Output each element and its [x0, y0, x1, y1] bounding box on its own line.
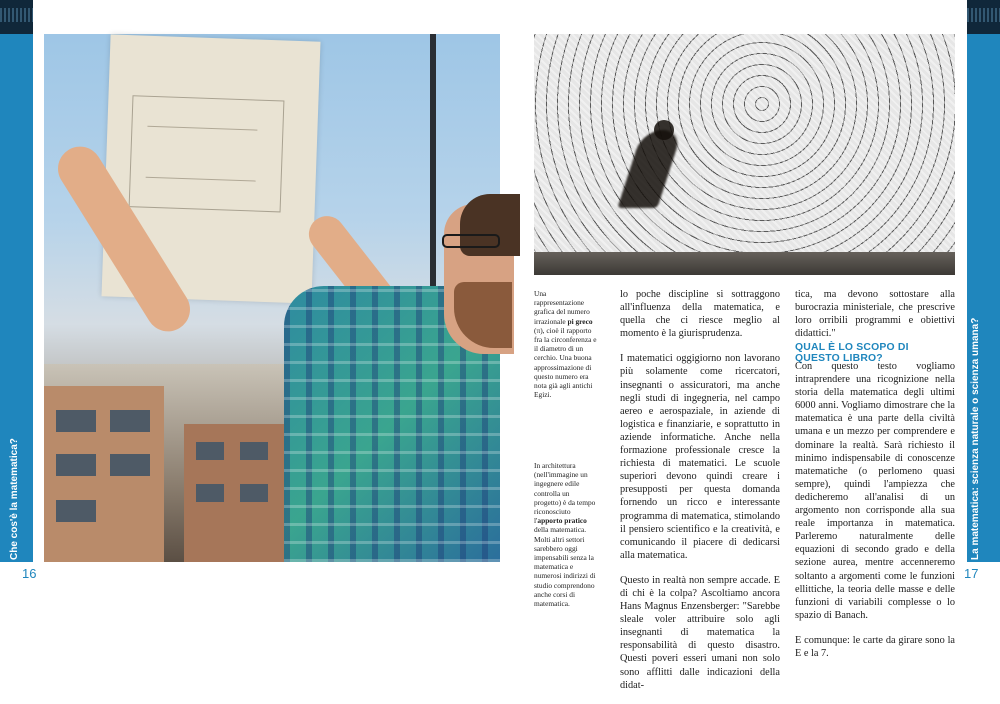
right-page-number: 17: [964, 566, 979, 581]
architect-photo: [44, 34, 500, 562]
right-running-title: La matematica: scienza naturale o scienza umana?: [970, 317, 981, 560]
section-heading: QUAL È LO SCOPO DI QUESTO LIBRO?: [795, 342, 909, 364]
pi-caption-text-end: (π), cioè il rapporto fra la circonferenza e il diametro di un cerchio. Una buona approssimazione di questo numero era nota già agli antichi Egizi.: [534, 325, 597, 400]
window: [56, 500, 96, 522]
pi-spiral-photo: [534, 34, 955, 275]
paragraph: I matematici oggigiorno non lavorano più solamente come ricercatori, insegnanti o assicuratori, ma anche negli studi di ingegneria, nel campo aereo e aerospaziale, in aziende di logistica e finanziarie, e soprattutto in aziende informatiche. Anche nella formazione professionale cresce la richiesta di matematici. Le scuole superiori devono quindi creare i presupposti per questa domanda fornendo un ricco e interessante programma di matematica, stimolando il pensiero scientifico e la creatività, e comunicando il piacere di dedicarsi alla matematica.: [620, 353, 780, 561]
window: [56, 410, 96, 432]
floor: [534, 252, 955, 275]
left-page-number: 16: [22, 566, 37, 581]
text-column-1: [620, 288, 780, 704]
paragraph: tica, ma devono sottostare alla burocrazia ministeriale, che prescrive loro orribili programmi e obiettivi didattici.": [795, 289, 955, 340]
paragraph: lo poche discipline si sottraggono all'influenza della matematica, e quella che ci riesce meglio al momento è la giurisprudenza.: [620, 289, 780, 340]
pi-caption-bold: pi greco: [567, 316, 593, 326]
window: [110, 454, 150, 476]
architecture-caption-bold: apporto pratico: [537, 516, 587, 526]
pi-digits-spiral: [534, 34, 955, 252]
window: [196, 442, 224, 460]
paragraph: E comunque: le carte da girare sono la E e la 7.: [795, 634, 955, 659]
right-band-cap: [967, 0, 1000, 34]
architecture-caption-text: In architettura (nell'immagine un ingegnere edile controlla un progetto) è da tempo riconosciuto l': [534, 461, 596, 526]
architecture-caption: [534, 461, 597, 608]
pi-caption: [534, 289, 597, 399]
window: [196, 484, 224, 502]
paragraph: Questo in realtà non sempre accade. E di chi è la colpa? Ascoltiamo ancora Hans Magnus Enzensberger: "Sarebbe sleale voler attribuire solo agli insegnanti di matematica la responsabilità di questo disastro. Questi poveri esseri umani non solo sono afflitti dalle indicazioni della didat-: [620, 574, 780, 691]
window: [240, 442, 268, 460]
text-column-2-body: [795, 360, 955, 672]
left-running-title: Che cos'è la matematica?: [9, 438, 20, 560]
window: [110, 410, 150, 432]
left-band-cap: [0, 0, 33, 34]
pi-caption-text: Una rappresentazione grafica del numero irrazionale: [534, 289, 590, 326]
window: [240, 484, 268, 502]
glasses: [442, 234, 500, 248]
paragraph: Con questo testo vogliamo intraprendere una ricognizione nella storia della matematica degli ultimi 6000 anni. Vogliamo dimostrare che la matematica è una parte della civiltà umana e un mezzo per comprendere e dominare la realtà. Sarà richiesto il minimo indispensabile di conoscenze matematiche (o perlomeno quasi sempre), quindi l'ampiezza che dedicheremo all'analisi di un argomento non corrisponde alla sua reale importanza in matematica. Parleremo naturalmente delle equazioni di secondo grado e della sezione aurea, mentre accenneremo soltanto a argomenti come le funzioni ellittiche, la teoria delle masse e delle funzioni di variabili complesse o lo spazio di Banach.: [795, 361, 955, 621]
window: [56, 454, 96, 476]
architecture-caption-text-end: della matematica. Molti altri settori sarebbero oggi impensabili senza la matematica e numerosi indirizzi di studio comprendono anche corsi di matematica.: [534, 525, 596, 609]
